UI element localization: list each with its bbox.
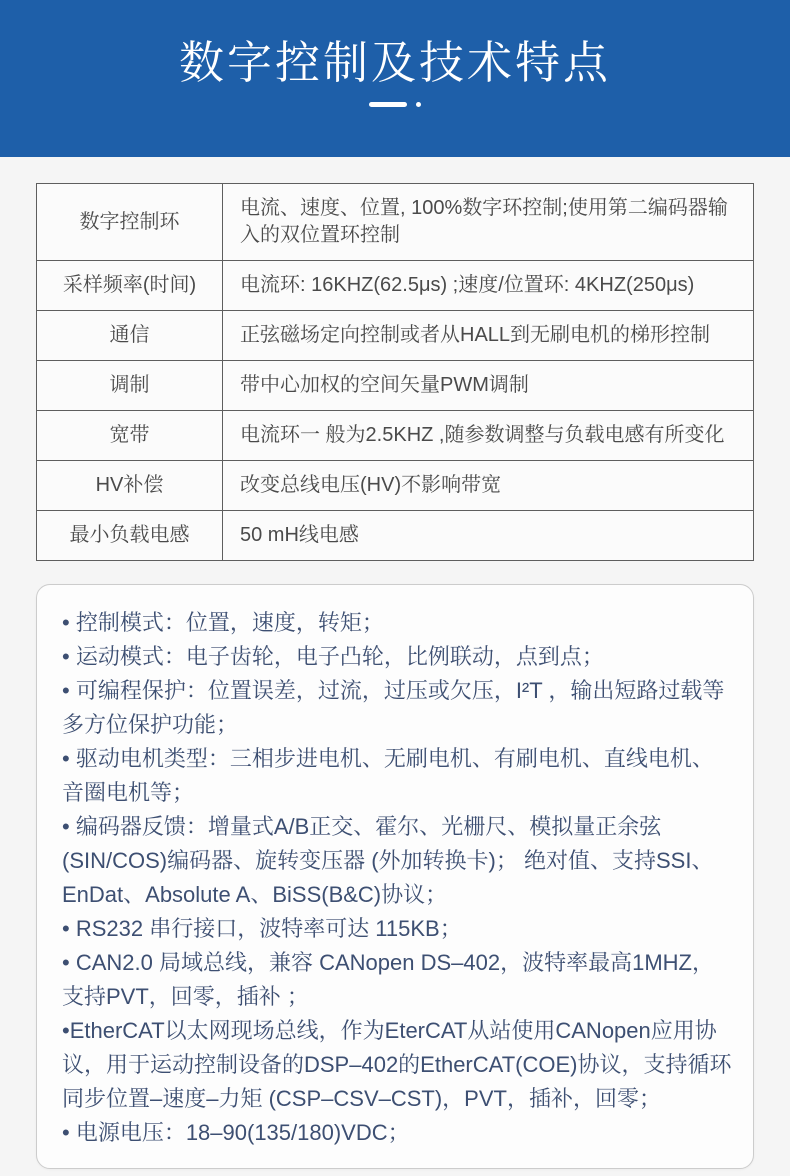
feature-item: • RS232 串行接口，波特率可达 115KB； [62, 916, 462, 941]
table-row [37, 311, 754, 361]
header-banner [0, 0, 790, 157]
page-title: 数字控制及技术特点 [178, 37, 611, 88]
table-row [37, 261, 754, 311]
spec-value: 带中心加权的空间矢量PWM调制 [223, 361, 754, 411]
spec-label: 采样频率(时间) [37, 261, 223, 311]
feature-item: • 控制模式：位置，速度，转矩； [62, 610, 384, 635]
spec-label: HV补偿 [37, 461, 223, 511]
feature-item: • 驱动电机类型：三相步进电机、无刷电机、有刷电机、直线电机、音圈电机等； [62, 746, 714, 805]
dot-icon [416, 102, 421, 107]
feature-item: • 运动模式：电子齿轮，电子凸轮，比例联动，点到点； [62, 644, 604, 669]
table-row [37, 511, 754, 561]
dash-icon [369, 102, 407, 107]
spec-value: 电流、速度、位置, 100%数字环控制;使用第二编码器输入的双位置环控制 [223, 184, 754, 261]
spec-value: 正弦磁场定向控制或者从HALL到无刷电机的梯形控制 [223, 311, 754, 361]
spec-label: 数字控制环 [37, 184, 223, 261]
title-underline-icon [369, 102, 421, 107]
feature-item: • 可编程保护：位置误差，过流，过压或欠压，I²T ，输出短路过载等多方位保护功能； [62, 678, 725, 737]
spec-table [36, 183, 754, 561]
feature-item: •EtherCAT以太网现场总线，作为EterCAT从站使用CANopen应用协议，用于运动控制设备的DSP–402的EtherCAT(COE)协议，支持循环同步位置–速度–力矩 (CSP–CSV–CST)，PVT，插补，回零； [62, 1018, 732, 1111]
spec-label: 调制 [37, 361, 223, 411]
spec-label: 通信 [37, 311, 223, 361]
spec-value: 50 mH线电感 [223, 511, 754, 561]
features-panel [36, 584, 754, 1169]
spec-value: 电流环一 般为2.5KHZ ,随参数调整与负载电感有所变化 [223, 411, 754, 461]
spec-label: 最小负载电感 [37, 511, 223, 561]
spec-value: 电流环: 16KHZ(62.5μs) ;速度/位置环: 4KHZ(250μs) [223, 261, 754, 311]
table-row [37, 461, 754, 511]
table-row [37, 184, 754, 261]
table-row [37, 361, 754, 411]
feature-item: • CAN2.0 局域总线，兼容 CANopen DS–402，波特率最高1MHZ，支持PVT，回零，插补 ； [62, 950, 714, 1009]
feature-item: • 编码器反馈：增量式A/B正交、霍尔、光栅尺、模拟量正余弦(SIN/COS)编码器、旋转变压器 (外加转换卡)； 绝对值、支持SSI、EnDat、Absolute A、BiSS(B&C)协议； [62, 814, 714, 907]
spec-value: 改变总线电压(HV)不影响带宽 [223, 461, 754, 511]
table-row [37, 411, 754, 461]
feature-item: • 电源电压：18–90(135/180)VDC； [62, 1120, 410, 1145]
spec-label: 宽带 [37, 411, 223, 461]
